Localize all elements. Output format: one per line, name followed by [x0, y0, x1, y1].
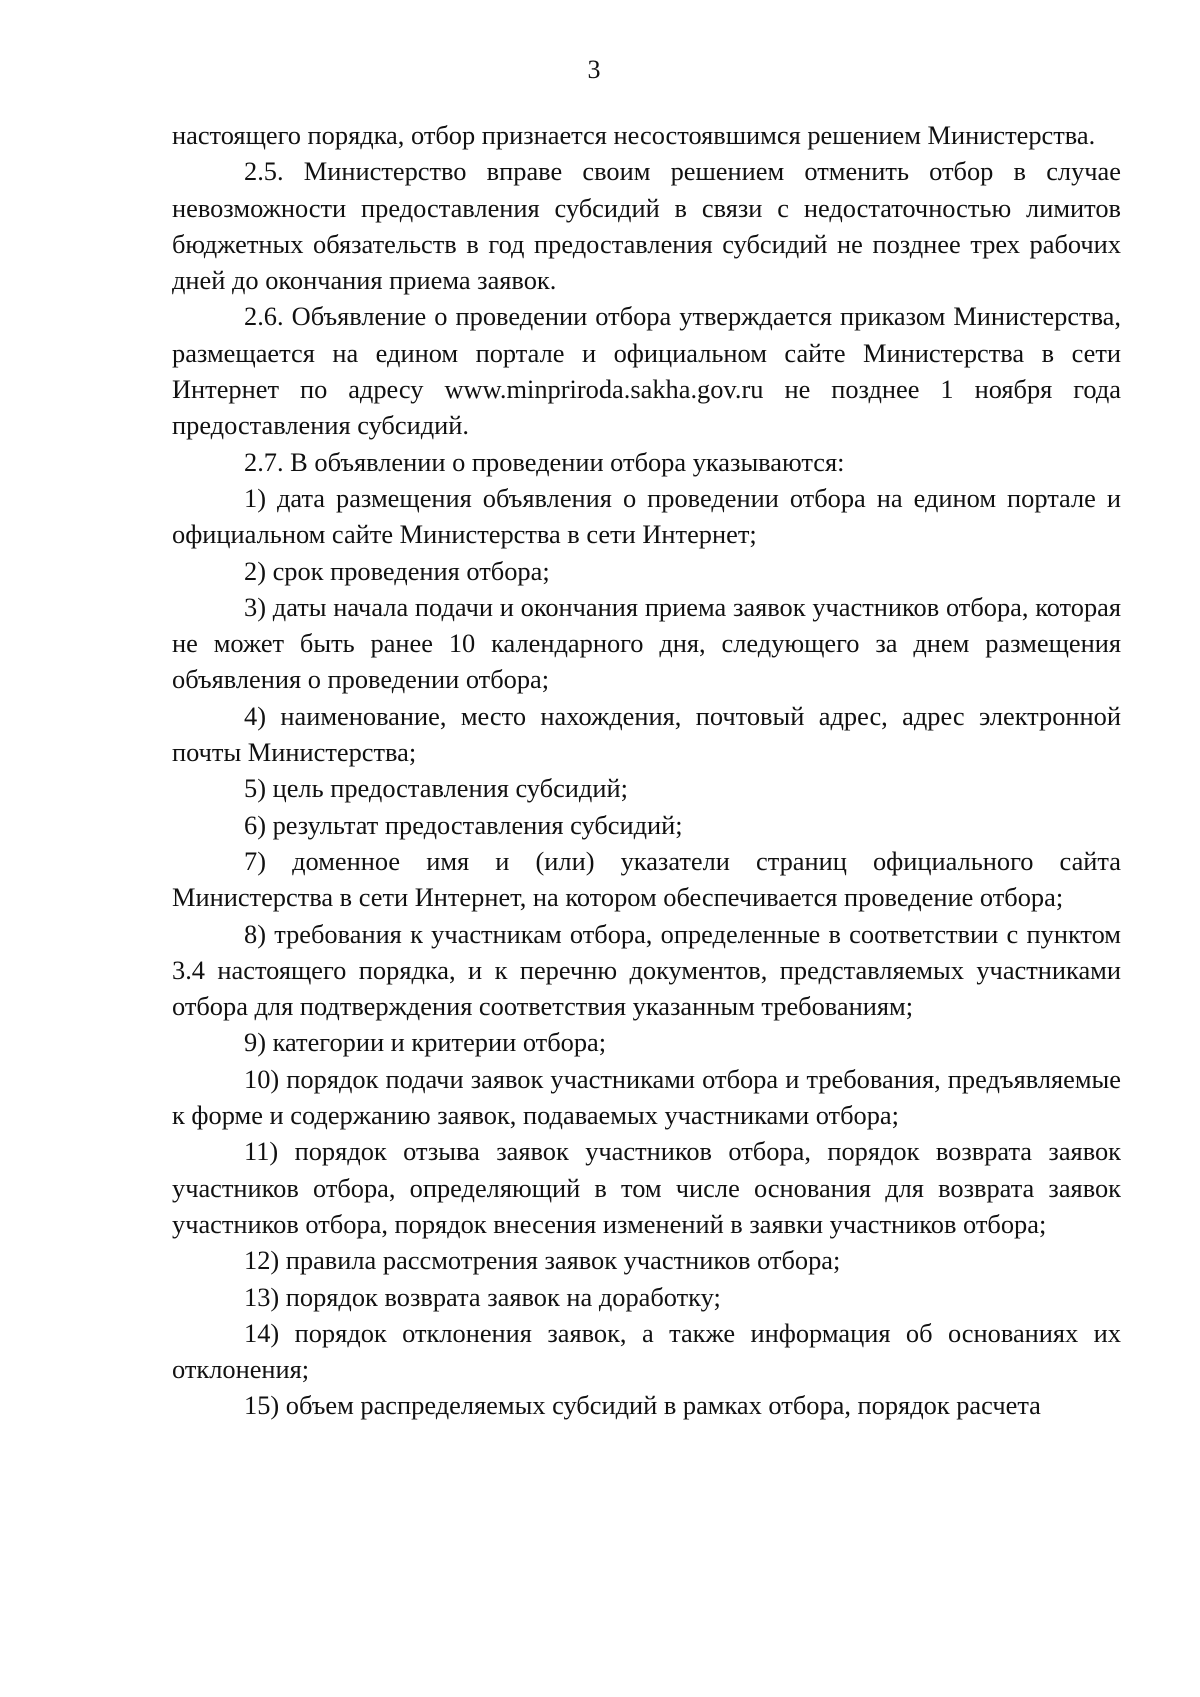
list-item-1: 1) дата размещения объявления о проведении отбора на едином портале и официальном сайте Министерства в сети Интернет;: [172, 482, 1121, 550]
list-item-11: 11) порядок отзыва заявок участников отбора, порядок возврата заявок участников отбора, определяющий в том числе основания для возврата заявок участников отбора, порядок внесения изменений в заявки участников отбора;: [172, 1136, 1121, 1239]
list-item-13: 13) порядок возврата заявок на доработку;: [244, 1281, 721, 1312]
paragraph-2-6: 2.6. Объявление о проведении отбора утверждается приказом Министерства, размещается на едином портале и официальном сайте Министерства в сети Интернет по адресу www.minpriroda.sakha.gov.ru не позднее 1 ноября года предоставления субсидий.: [172, 301, 1121, 441]
document-body: [172, 117, 1121, 1424]
list-item-6: 6) результат предоставления субсидий;: [244, 809, 683, 840]
list-item-8: 8) требования к участникам отбора, определенные в соответствии с пунктом 3.4 настоящего порядка, и к перечню документов, представляемых участниками отбора для подтверждения соответствия указанным требованиям;: [172, 918, 1121, 1022]
list-item-3: 3) даты начала подачи и окончания приема заявок участников отбора, которая не может быть ранее 10 календарного дня, следующего за днем размещения объявления о проведении отбора;: [172, 591, 1121, 695]
paragraph-2-7: 2.7. В объявлении о проведении отбора указываются:: [244, 446, 845, 477]
list-item-7: 7) доменное имя и (или) указатели страниц официального сайта Министерства в сети Интернет, на котором обеспечивается проведение отбора;: [172, 845, 1121, 913]
list-item-5: 5) цель предоставления субсидий;: [244, 773, 628, 804]
list-item-4: 4) наименование, место нахождения, почтовый адрес, адрес электронной почты Министерства;: [172, 700, 1121, 768]
list-item-2: 2) срок проведения отбора;: [244, 555, 550, 586]
paragraph-continuation: настоящего порядка, отбор признается несостоявшимся решением Министерства.: [172, 120, 1096, 150]
list-item-14: 14) порядок отклонения заявок, а также информация об основаниях их отклонения;: [172, 1317, 1121, 1385]
list-item-15: 15) объем распределяемых субсидий в рамках отбора, порядок расчета: [244, 1390, 1041, 1421]
list-item-12: 12) правила рассмотрения заявок участников отбора;: [244, 1245, 841, 1276]
page-number: 3: [587, 55, 601, 84]
paragraph-2-5: 2.5. Министерство вправе своим решением отменить отбор в случае невозможности предоставления субсидий в связи с недостаточностью лимитов бюджетных обязательств в год предоставления субсидий не позднее трех рабочих дней до окончания приема заявок.: [172, 156, 1121, 296]
list-item-10: 10) порядок подачи заявок участниками отбора и требования, предъявляемые к форме и содержанию заявок, подаваемых участниками отбора;: [172, 1063, 1121, 1131]
list-item-9: 9) категории и критерии отбора;: [244, 1027, 607, 1058]
